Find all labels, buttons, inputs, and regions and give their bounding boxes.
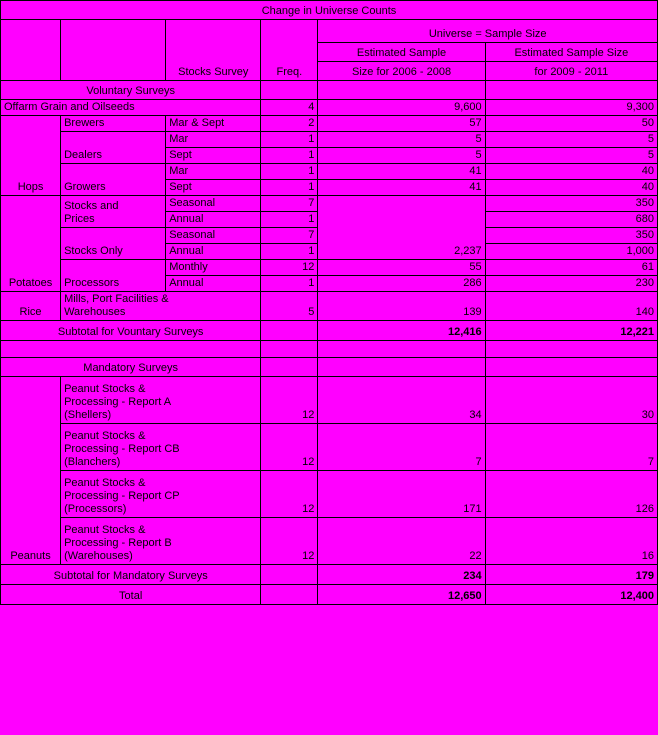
potatoes-sp-est-2009-seasonal: 350 xyxy=(485,196,657,212)
peanuts-cb-est-2006: 7 xyxy=(318,424,485,471)
table-row xyxy=(1,518,658,565)
peanuts-cb-est-2009: 7 xyxy=(485,424,657,471)
table-row xyxy=(1,164,658,180)
hops-dealers-est-2006-mar: 5 xyxy=(318,132,485,148)
subtotal-row-mandatory xyxy=(1,565,658,585)
subtotal-label-voluntary: Subtotal for Vountary Surveys xyxy=(1,321,261,341)
subtotal-voluntary-freq xyxy=(261,321,318,341)
potatoes-sp-freq-annual: 1 xyxy=(261,212,318,228)
table-row xyxy=(1,260,658,276)
potatoes-proc-est-2006-annual: 286 xyxy=(318,276,485,292)
group-label-potatoes: Potatoes xyxy=(1,196,61,292)
hops-brewers-freq: 2 xyxy=(261,116,318,132)
subtotal-mandatory-freq xyxy=(261,565,318,585)
potatoes-sp-freq-seasonal: 7 xyxy=(261,196,318,212)
spacer-row xyxy=(1,341,658,358)
peanuts-cp-est-2006: 171 xyxy=(318,471,485,518)
table-row xyxy=(1,132,658,148)
group-label-rice: Rice xyxy=(1,292,61,321)
section-row-voluntary xyxy=(1,81,658,100)
total-est-2009: 12,400 xyxy=(485,585,657,605)
peanuts-cp-line2: Processing - Report CP xyxy=(64,490,180,502)
subtotal-row-voluntary xyxy=(1,321,658,341)
rice-freq: 5 xyxy=(261,292,318,321)
potatoes-proc-detail-monthly: Monthly xyxy=(166,260,261,276)
peanuts-b-est-2009: 16 xyxy=(485,518,657,565)
hops-dealers-freq-sept: 1 xyxy=(261,148,318,164)
hops-growers-est-2009-mar: 40 xyxy=(485,164,657,180)
group-header-row xyxy=(1,20,658,43)
offarm-est-2009: 9,300 xyxy=(485,100,657,116)
page-title: Change in Universe Counts xyxy=(1,1,658,20)
hops-brewers-detail: Mar & Sept xyxy=(166,116,261,132)
section-mandatory-2009-spacer xyxy=(485,358,657,377)
row-label-rice xyxy=(61,292,261,321)
potatoes-proc-est-2009-monthly: 61 xyxy=(485,260,657,276)
rice-label-line1: Mills, Port Facilities & xyxy=(64,293,169,305)
potatoes-proc-detail-annual: Annual xyxy=(166,276,261,292)
potatoes-proc-freq-monthly: 12 xyxy=(261,260,318,276)
table-row xyxy=(1,100,658,116)
potatoes-proc-freq-annual: 1 xyxy=(261,276,318,292)
hops-growers-est-2006-sept: 41 xyxy=(318,180,485,196)
table-row xyxy=(1,377,658,424)
spacer-2006 xyxy=(318,341,485,358)
column-header-2006-2008-line2: Size for 2006 - 2008 xyxy=(318,62,485,81)
potatoes-est-2006-merged: 2,237 xyxy=(318,196,485,260)
peanuts-a-line2: Processing - Report A xyxy=(64,396,172,408)
total-row xyxy=(1,585,658,605)
hops-dealers-est-2009-mar: 5 xyxy=(485,132,657,148)
section-label-voluntary: Voluntary Surveys xyxy=(1,81,261,100)
hops-dealers-freq-mar: 1 xyxy=(261,132,318,148)
column-header-freq: Freq. xyxy=(261,20,318,81)
section-mandatory-2006-spacer xyxy=(318,358,485,377)
peanuts-b-line2: Processing - Report B xyxy=(64,537,172,549)
row-label-peanuts-report-a xyxy=(61,377,261,424)
row-label-peanuts-report-b xyxy=(61,518,261,565)
section-label-mandatory: Mandatory Surveys xyxy=(1,358,261,377)
peanuts-cb-line3: (Blanchers) xyxy=(64,456,121,468)
peanuts-cp-line3: (Processors) xyxy=(64,503,127,515)
spacer-2009 xyxy=(485,341,657,358)
peanuts-cb-line2: Processing - Report CB xyxy=(64,443,180,455)
column-group-header-universe: Universe = Sample Size xyxy=(318,20,658,43)
potatoes-stocks-prices-line2: Prices xyxy=(64,213,95,225)
subtotal-mandatory-est-2009: 179 xyxy=(485,565,657,585)
section-2006-spacer xyxy=(318,81,485,100)
hops-growers-est-2009-sept: 40 xyxy=(485,180,657,196)
survey-header-cell-2 xyxy=(61,20,166,81)
hops-growers-freq-sept: 1 xyxy=(261,180,318,196)
column-header-2006-2008-line1: Estimated Sample xyxy=(318,43,485,62)
hops-growers-detail-sept: Sept xyxy=(166,180,261,196)
hops-growers-est-2006-mar: 41 xyxy=(318,164,485,180)
subtotal-mandatory-est-2006: 234 xyxy=(318,565,485,585)
peanuts-a-freq: 12 xyxy=(261,377,318,424)
peanuts-b-line3: (Warehouses) xyxy=(64,550,133,562)
peanuts-b-line1: Peanut Stocks & xyxy=(64,524,146,536)
spacer-label xyxy=(1,341,261,358)
hops-dealers-est-2009-sept: 5 xyxy=(485,148,657,164)
hops-dealers-detail-sept: Sept xyxy=(166,148,261,164)
rice-label-line2: Warehouses xyxy=(64,306,126,318)
hops-brewers-est-2006: 57 xyxy=(318,116,485,132)
row-label-peanuts-report-cb xyxy=(61,424,261,471)
group-label-hops: Hops xyxy=(1,116,61,196)
peanuts-b-est-2006: 22 xyxy=(318,518,485,565)
column-header-2009-2011-line2: for 2009 - 2011 xyxy=(485,62,657,81)
rice-est-2006: 139 xyxy=(318,292,485,321)
table-row xyxy=(1,424,658,471)
spacer-freq xyxy=(261,341,318,358)
table-row xyxy=(1,292,658,321)
potatoes-so-est-2009-annual: 1,000 xyxy=(485,244,657,260)
hops-growers-detail-mar: Mar xyxy=(166,164,261,180)
offarm-est-2006: 9,600 xyxy=(318,100,485,116)
potatoes-so-est-2009-seasonal: 350 xyxy=(485,228,657,244)
peanuts-cp-freq: 12 xyxy=(261,471,318,518)
potatoes-sp-detail-seasonal: Seasonal xyxy=(166,196,261,212)
row-label-offarm: Offarm Grain and Oilseeds xyxy=(1,100,261,116)
table-row xyxy=(1,471,658,518)
peanuts-cb-freq: 12 xyxy=(261,424,318,471)
peanuts-a-est-2009: 30 xyxy=(485,377,657,424)
total-label: Total xyxy=(1,585,261,605)
potatoes-stocks-prices-line1: Stocks and xyxy=(64,200,119,212)
offarm-freq: 4 xyxy=(261,100,318,116)
section-row-mandatory xyxy=(1,358,658,377)
rice-est-2009: 140 xyxy=(485,292,657,321)
potatoes-proc-est-2009-annual: 230 xyxy=(485,276,657,292)
table-row xyxy=(1,196,658,212)
subtotal-label-mandatory: Subtotal for Mandatory Surveys xyxy=(1,565,261,585)
potatoes-so-detail-seasonal: Seasonal xyxy=(166,228,261,244)
row-label-potatoes-stocks-only: Stocks Only xyxy=(61,228,166,260)
hops-growers-freq-mar: 1 xyxy=(261,164,318,180)
hops-brewers-est-2009: 50 xyxy=(485,116,657,132)
section-2009-spacer xyxy=(485,81,657,100)
row-label-hops-dealers: Dealers xyxy=(61,132,166,164)
row-label-peanuts-report-cp xyxy=(61,471,261,518)
peanuts-cb-line1: Peanut Stocks & xyxy=(64,430,146,442)
subtotal-voluntary-est-2006: 12,416 xyxy=(318,321,485,341)
peanuts-cp-est-2009: 126 xyxy=(485,471,657,518)
table-title-row xyxy=(1,1,658,20)
peanuts-a-line1: Peanut Stocks & xyxy=(64,383,146,395)
row-label-potatoes-processors: Processors xyxy=(61,260,166,292)
survey-header-cell xyxy=(1,20,61,81)
subtotal-voluntary-est-2009: 12,221 xyxy=(485,321,657,341)
potatoes-so-freq-annual: 1 xyxy=(261,244,318,260)
total-freq xyxy=(261,585,318,605)
potatoes-sp-detail-annual: Annual xyxy=(166,212,261,228)
total-est-2006: 12,650 xyxy=(318,585,485,605)
hops-dealers-est-2006-sept: 5 xyxy=(318,148,485,164)
peanuts-cp-line1: Peanut Stocks & xyxy=(64,477,146,489)
peanuts-a-line3: (Shellers) xyxy=(64,409,112,421)
peanuts-a-est-2006: 34 xyxy=(318,377,485,424)
row-label-hops-brewers: Brewers xyxy=(61,116,166,132)
peanuts-b-freq: 12 xyxy=(261,518,318,565)
hops-dealers-detail-mar: Mar xyxy=(166,132,261,148)
column-header-survey: Stocks Survey xyxy=(166,20,261,81)
column-header-2009-2011-line1: Estimated Sample Size xyxy=(485,43,657,62)
potatoes-proc-est-2006-monthly: 55 xyxy=(318,260,485,276)
table-row xyxy=(1,116,658,132)
potatoes-so-freq-seasonal: 7 xyxy=(261,228,318,244)
section-freq-spacer xyxy=(261,81,318,100)
row-label-potatoes-stocks-prices xyxy=(61,196,166,228)
row-label-hops-growers: Growers xyxy=(61,164,166,196)
group-label-peanuts: Peanuts xyxy=(1,377,61,565)
section-mandatory-freq-spacer xyxy=(261,358,318,377)
potatoes-so-detail-annual: Annual xyxy=(166,244,261,260)
potatoes-sp-est-2009-annual: 680 xyxy=(485,212,657,228)
